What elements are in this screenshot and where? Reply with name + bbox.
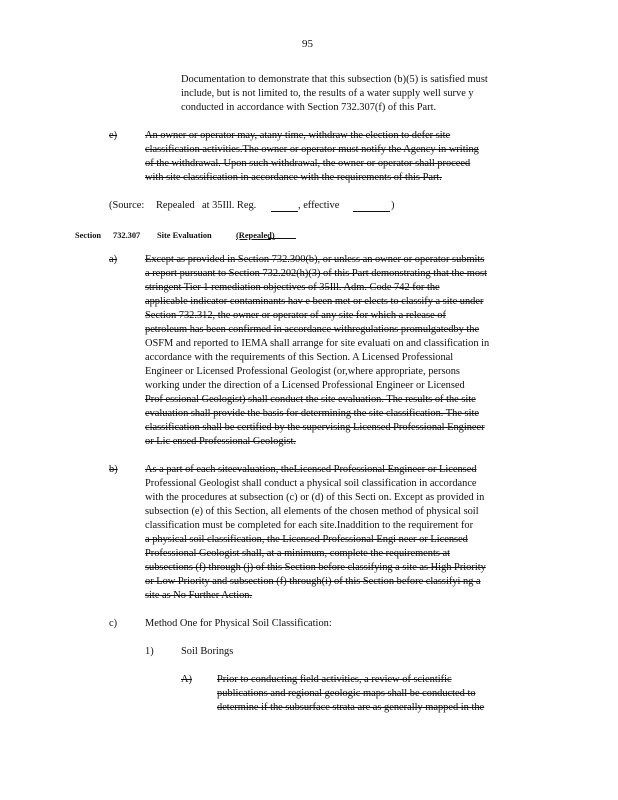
- text-line: of the withdrawal. Upon such withdrawal, the owner or operator shall proceed: [145, 158, 471, 169]
- text-line: include, but is not limited to, the results of a water supply well surve y: [181, 88, 474, 99]
- heading-rule: [268, 238, 296, 239]
- text-line: applicable indicator contaminants hav e been met or elects to classify a site under: [145, 296, 484, 307]
- item-marker: b): [109, 464, 118, 475]
- text-line: accordance with the requirements of this Section. A Licensed Professional: [145, 352, 454, 363]
- text-line: Prof essional Geologist) shall conduct the site evaluation. The results of the site: [145, 394, 476, 405]
- text-line: stringent Tier 1 remediation objectives of 35Ill. Adm. Code 742 for the: [145, 282, 440, 293]
- item-marker: 1): [145, 646, 154, 657]
- text-line: conducted in accordance with Section 732.307(f) of this Part.: [181, 102, 437, 113]
- text-line: Professional Geologist shall conduct a physical soil classification in accordance: [145, 478, 477, 489]
- item-heading: Soil Borings: [181, 646, 234, 657]
- text-line: site as No Further Action.: [145, 590, 253, 601]
- section-label: Section: [75, 231, 102, 240]
- text-line: Professional Geologist shall, at a minimum, complete the requirements at: [145, 548, 451, 559]
- section-status: (Repealed): [236, 231, 275, 240]
- text-line: Prior to conducting field activities, a review of scientific: [217, 674, 452, 685]
- text-line: Section 732.312, the owner or operator of any site for which a release of: [145, 310, 446, 321]
- text-line: Documentation to demonstrate that this subsection (b)(5) is satisfied must: [181, 74, 488, 85]
- text-line: Except as provided in Section 732.300(b), or unless an owner or operator submits: [145, 254, 485, 265]
- text-line: a report pursuant to Section 732.202(h)(3) of this Part demonstrating that the most: [145, 268, 487, 279]
- page-number: 95: [302, 38, 313, 50]
- text-line: classification shall be certified by the supervising Licensed Professional Engineer: [145, 422, 485, 433]
- item-marker: c): [109, 618, 118, 629]
- text-line: subsection (e) of this Section, all elements of the chosen method of physical soil: [145, 506, 479, 517]
- text-line: evaluation shall provide the basis for determining the site classification. The site: [145, 408, 479, 419]
- source-register: at 35Ill. Reg.: [202, 200, 257, 211]
- text-line: classification must be completed for each site.Inaddition to the requirement for: [145, 520, 474, 531]
- effective-blank: [353, 211, 390, 212]
- source-repealed: Repealed: [156, 200, 195, 211]
- item-marker: A): [181, 674, 192, 685]
- text-line: with site classification in accordance with the requirements of this Part.: [145, 172, 442, 183]
- text-line: An owner or operator may, atany time, withdraw the election to defer site: [145, 130, 451, 141]
- section-title: Site Evaluation: [157, 231, 212, 240]
- text-line: a physical soil classification, the Licensed Professional Engi neer or Licensed: [145, 534, 468, 545]
- text-line: As a part of each siteevaluation, theLicensed Professional Engineer or Licensed: [145, 464, 477, 475]
- text-line: with the procedures at subsection (c) or (d) of this Secti on. Except as provided in: [145, 492, 485, 503]
- item-marker: a): [109, 254, 118, 265]
- text-line: subsections (f) through (j) of this Section before classifying a site as High Priority: [145, 562, 486, 573]
- register-blank: [271, 211, 298, 212]
- section-number: 732.307: [113, 231, 141, 240]
- text-line: or Lic ensed Professional Geologist.: [145, 436, 296, 447]
- text-line: determine if the subsurface strata are as generally mapped in the: [217, 702, 485, 713]
- source-open: (Source:: [109, 200, 145, 211]
- item-heading: Method One for Physical Soil Classification:: [145, 618, 332, 629]
- text-line: petroleum has been confirmed in accordance withregulations promulgatedby the: [145, 324, 480, 335]
- text-line: OSFM and reported to IEMA shall arrange for site evaluati on and classification in: [145, 338, 490, 349]
- text-line: or Low Priority and subsection (f) through(i) of this Section before classifyi ng a: [145, 576, 481, 587]
- text-line: publications and regional geologic maps shall be conducted to: [217, 688, 476, 699]
- text-line: Engineer or Licensed Professional Geologist (or,where appropriate, persons: [145, 366, 460, 377]
- source-close: ): [391, 200, 395, 211]
- text-line: working under the direction of a Licensed Professional Engineer or Licensed: [145, 380, 465, 391]
- text-line: classification activities.The owner or operator must notify the Agency in writing: [145, 144, 479, 155]
- item-marker: e): [109, 130, 118, 141]
- source-effective: , effective: [298, 200, 340, 211]
